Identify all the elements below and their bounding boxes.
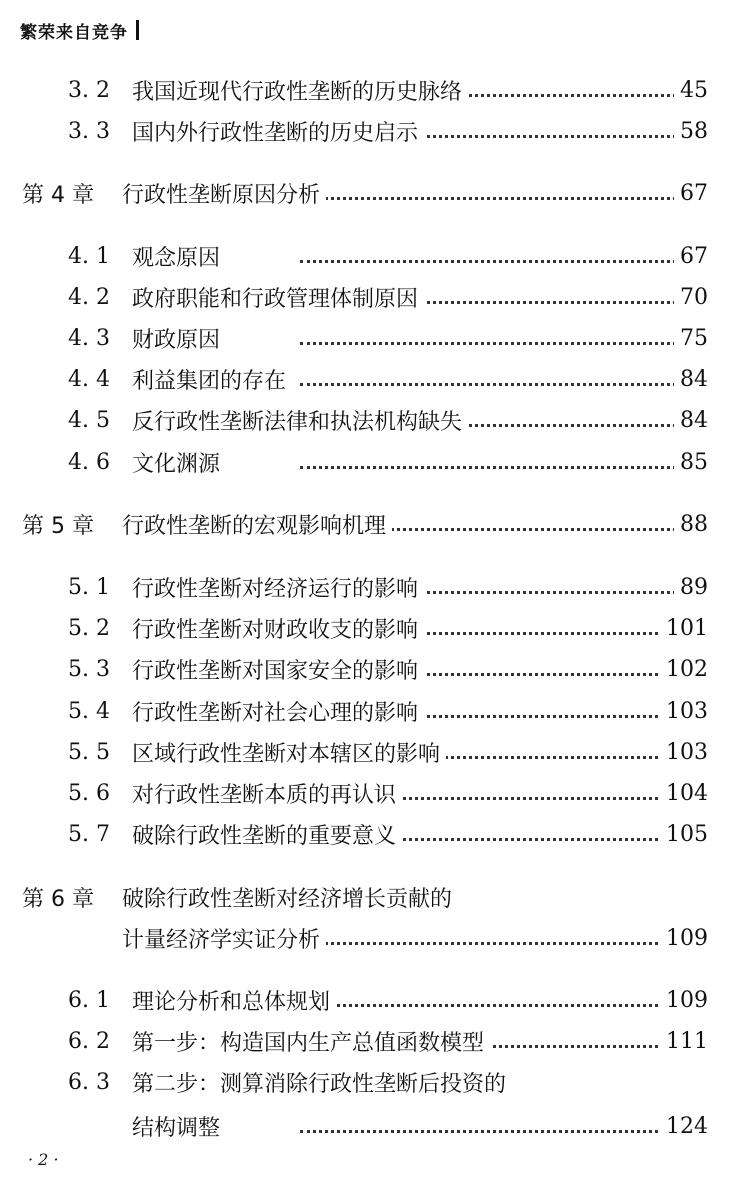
section-number: 4. 4 [68, 366, 110, 392]
page-number: 67 [674, 244, 708, 269]
section-title: 我国近现代行政性垄断的历史脉络 [132, 75, 468, 106]
dot-leader [300, 361, 682, 397]
page-number: 85 [674, 450, 708, 475]
section-title: 结构调整 [132, 1111, 226, 1142]
toc-entry-5-6[interactable] [0, 775, 730, 811]
toc-entry-4-5[interactable] [0, 402, 730, 438]
toc-entry-5-2[interactable] [0, 610, 730, 646]
section-title: 第二步：测算消除行政性垄断后投资的 [132, 1067, 512, 1098]
book-title: 繁荣来自竞争 [20, 22, 128, 43]
section-number: 5. 7 [68, 821, 110, 847]
toc-entry-5-5[interactable] [0, 734, 730, 770]
page-number: 58 [674, 119, 708, 144]
toc-chapter-4[interactable] [0, 175, 730, 211]
toc-entry-4-6[interactable] [0, 444, 730, 480]
section-title: 对行政性垄断本质的再认识 [132, 778, 402, 809]
section-number: 5. 3 [68, 656, 110, 682]
toc-chapter-6[interactable] [0, 879, 730, 915]
toc-entry-5-3[interactable] [0, 651, 730, 687]
section-number: 5. 6 [68, 780, 110, 806]
toc-entry-6-2[interactable] [0, 1023, 730, 1059]
page-number: 45 [674, 78, 708, 103]
page-number: 111 [660, 1029, 708, 1054]
section-number: 4. 5 [68, 407, 110, 433]
toc-entry-3-2[interactable] [0, 72, 730, 108]
section-title: 反行政性垄断法律和执法机构缺失 [132, 405, 468, 436]
folio: · 2 · [28, 1150, 59, 1169]
page-number: 75 [674, 326, 708, 351]
dot-leader [300, 238, 682, 274]
section-title: 破除行政性垄断的重要意义 [132, 819, 402, 850]
section-number: 6. 2 [68, 1028, 110, 1054]
section-number: 5. 5 [68, 739, 110, 765]
section-number: 4. 3 [68, 325, 110, 351]
chapter-title: 破除行政性垄断对经济增长贡献的 [122, 882, 458, 913]
header-rule [136, 20, 139, 40]
page-number: 109 [660, 988, 708, 1013]
section-number: 3. 2 [68, 77, 110, 103]
toc-entry-5-7[interactable] [0, 816, 730, 852]
toc-entry-4-2[interactable] [0, 279, 730, 315]
page-number: 124 [660, 1114, 708, 1139]
section-title: 行政性垄断对财政收支的影响 [132, 613, 424, 644]
chapter-number: 第 6 章 [22, 886, 94, 912]
section-title: 国内外行政性垄断的历史启示 [132, 116, 424, 147]
section-number: 5. 4 [68, 698, 110, 724]
section-title: 区域行政性垄断对本辖区的影响 [132, 737, 446, 768]
page-number: 67 [674, 181, 708, 206]
section-number: 6. 1 [68, 987, 110, 1013]
page-number: 89 [674, 575, 708, 600]
section-number: 5. 2 [68, 615, 110, 641]
section-title: 第一步：构造国内生产总值函数模型 [132, 1026, 490, 1057]
section-title: 理论分析和总体规划 [132, 985, 336, 1016]
page-number: 109 [660, 926, 708, 951]
toc-chapter-5[interactable] [0, 506, 730, 542]
chapter-number: 第 4 章 [22, 182, 94, 208]
toc-entry-4-4[interactable] [0, 361, 730, 397]
chapter-title: 行政性垄断原因分析 [122, 178, 326, 209]
section-number: 4. 6 [68, 449, 110, 475]
section-title: 行政性垄断对社会心理的影响 [132, 696, 424, 727]
section-title: 政府职能和行政管理体制原因 [132, 282, 424, 313]
chapter-title: 计量经济学实证分析 [122, 923, 326, 954]
section-title: 观念原因 [132, 241, 226, 272]
toc-entry-6-1[interactable] [0, 982, 730, 1018]
page-number: 84 [674, 367, 708, 392]
section-number: 6. 3 [68, 1069, 110, 1095]
section-title: 财政原因 [132, 323, 226, 354]
page-number: 102 [660, 657, 708, 682]
toc-chapter-6-continued[interactable] [0, 920, 730, 956]
toc-entry-4-1[interactable] [0, 238, 730, 274]
section-number: 5. 1 [68, 574, 110, 600]
page-number: 101 [660, 616, 708, 641]
dot-leader [300, 1108, 682, 1144]
toc-entry-5-1[interactable] [0, 569, 730, 605]
toc-entry-4-3[interactable] [0, 320, 730, 356]
chapter-title: 行政性垄断的宏观影响机理 [122, 509, 392, 540]
section-title: 行政性垄断对经济运行的影响 [132, 572, 424, 603]
page-number: 103 [660, 699, 708, 724]
toc-entry-5-4[interactable] [0, 693, 730, 729]
toc-entry-3-3[interactable] [0, 113, 730, 149]
page-number: 105 [660, 822, 708, 847]
section-title: 利益集团的存在 [132, 364, 292, 395]
chapter-number: 第 5 章 [22, 513, 94, 539]
section-number: 4. 2 [68, 284, 110, 310]
dot-leader [300, 175, 682, 211]
toc-entry-6-3-continued[interactable] [0, 1108, 730, 1144]
section-number: 3. 3 [68, 118, 110, 144]
dot-leader [300, 982, 682, 1018]
toc-entry-6-3[interactable] [0, 1064, 730, 1100]
page-number: 84 [674, 408, 708, 433]
section-number: 4. 1 [68, 243, 110, 269]
page-number: 103 [660, 740, 708, 765]
page-number: 70 [674, 285, 708, 310]
dot-leader [300, 444, 682, 480]
dot-leader [300, 320, 682, 356]
section-title: 文化渊源 [132, 447, 226, 478]
page-number: 88 [674, 512, 708, 537]
section-title: 行政性垄断对国家安全的影响 [132, 654, 424, 685]
dot-leader [300, 920, 682, 956]
running-header [20, 18, 139, 42]
page-number: 104 [660, 781, 708, 806]
